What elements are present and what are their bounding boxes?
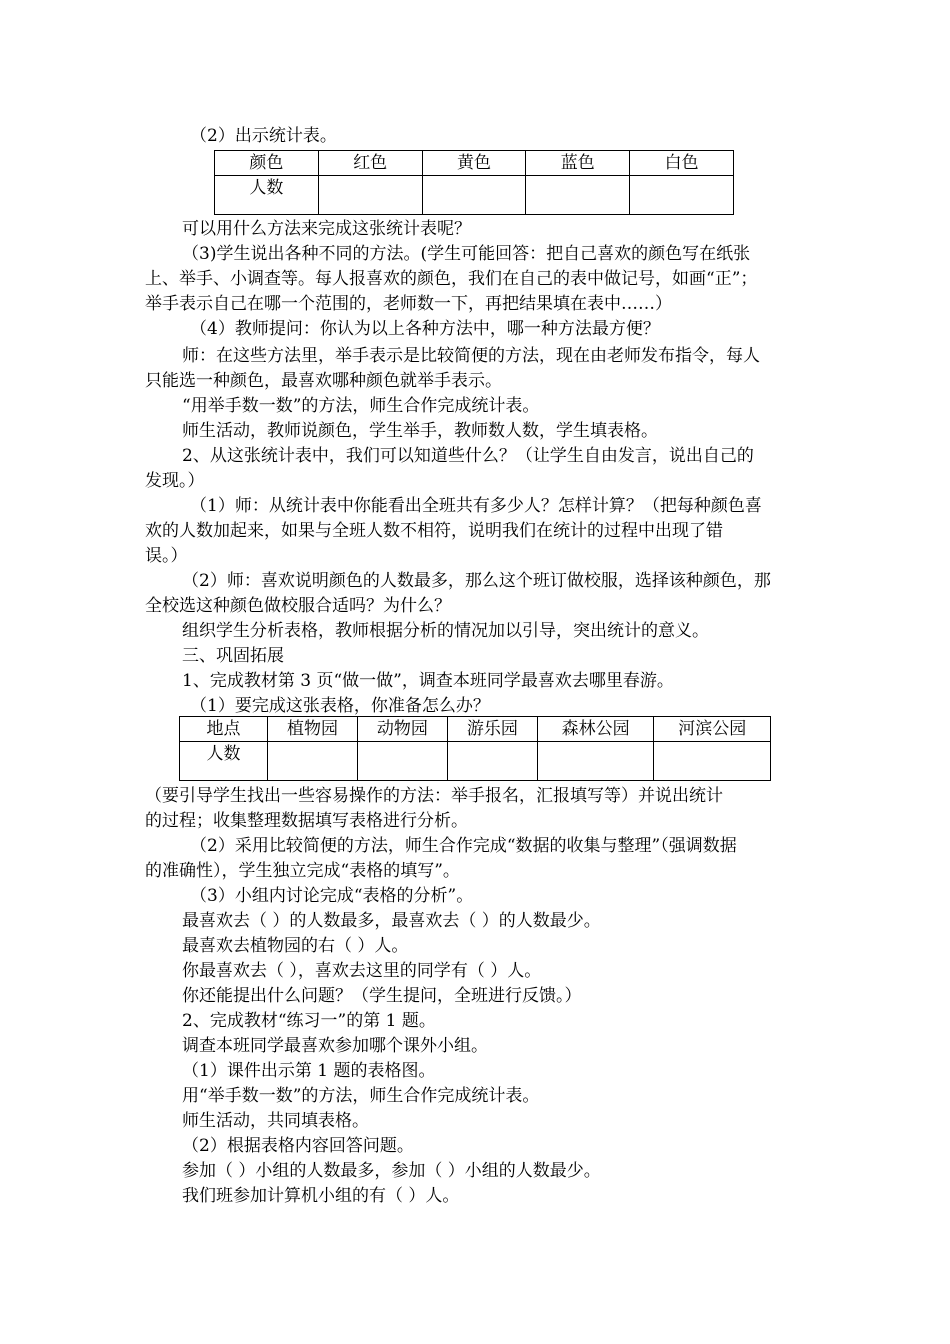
paragraph-line: （3)学生说出各种不同的方法。(学生可能回答：把自己喜欢的颜色写在纸张 [182,244,751,264]
table-header-cell: 森林公园 [537,717,654,742]
table-row-label: 人数 [215,176,319,215]
table-header-cell: 河滨公园 [654,717,771,742]
paragraph-line: （1）师：从统计表中你能看出全班共有多少人？怎样计算？（把每种颜色喜 [190,496,762,516]
paragraph-line: 举手表示自己在哪一个范围的，老师数一下，再把结果填在表中……） [145,294,672,314]
paragraph-line: 1、完成教材第 3 页“做一做”，调查本班同学最喜欢去哪里春游。 [182,671,674,691]
table-cell-empty [267,742,357,781]
table-cell-empty [318,176,422,215]
paragraph-line: 欢的人数加起来，如果与全班人数不相符，说明我们在统计的过程中出现了错 [145,521,723,541]
table-header-cell: 颜色 [215,151,319,176]
paragraph-line: 2、从这张统计表中，我们可以知道些什么？（让学生自由发言，说出自己的 [182,446,754,466]
paragraph-line: 可以用什么方法来完成这张统计表呢？ [182,219,471,239]
paragraph-line: （2）出示统计表。 [190,126,337,146]
table-header-row [180,717,771,742]
paragraph-line: 误。） [145,546,188,566]
paragraph-line: 最喜欢去植物园的右（ ）人。 [182,936,409,956]
table-header-cell: 动物园 [357,717,447,742]
paragraph-line: （1）要完成这张表格，你准备怎么办？ [190,696,490,716]
table-cell-empty [654,742,771,781]
paragraph-line: （要引导学生找出一些容易操作的方法：举手报名，汇报填写等）并说出统计 [145,786,723,806]
paragraph-line: 组织学生分析表格，教师根据分析的情况加以引导，突出统计的意义。 [182,621,709,641]
paragraph-line: 用“举手数一数”的方法，师生合作完成统计表。 [182,1086,540,1106]
paragraph-line: （4）教师提问：你认为以上各种方法中，哪一种方法最方便？ [190,319,660,339]
paragraph-line: 师生活动，共同填表格。 [182,1111,369,1131]
paragraph-line: （2）师：喜欢说明颜色的人数最多，那么这个班订做校服，选择该种颜色，那 [182,571,771,591]
paragraph-line: 师生活动，教师说颜色，学生举手，教师数人数，学生填表格。 [182,421,658,441]
table-header-cell: 植物园 [267,717,357,742]
table-cell-empty [422,176,526,215]
table-header-cell: 黄色 [422,151,526,176]
table-row [215,176,734,215]
paragraph-line: （1）课件出示第 1 题的表格图。 [182,1061,436,1081]
table-header-cell: 红色 [318,151,422,176]
paragraph-line: 最喜欢去（ ）的人数最多，最喜欢去（ ）的人数最少。 [182,911,601,931]
paragraph-line: 上、举手、小调查等。每人报喜欢的颜色，我们在自己的表中做记号，如画“正”； [145,269,758,289]
paragraph-line: 你最喜欢去（ ），喜欢去这里的同学有（ ）人。 [182,961,542,981]
table-header-cell: 蓝色 [526,151,630,176]
paragraph-line: 调查本班同学最喜欢参加哪个课外小组。 [182,1036,488,1056]
paragraph-line: 发现。） [145,471,205,491]
table-header-cell: 白色 [630,151,734,176]
color-statistics-table [214,150,734,215]
paragraph-line: 的准确性），学生独立完成“表格的填写”。 [145,861,460,881]
table-row-label: 人数 [180,742,268,781]
paragraph-line: 我们班参加计算机小组的有（ ）人。 [182,1186,460,1206]
table-header-cell: 游乐园 [447,717,537,742]
paragraph-line: （2）根据表格内容回答问题。 [182,1136,414,1156]
table-cell-empty [357,742,447,781]
paragraph-line: （2）采用比较简便的方法，师生合作完成“数据的收集与整理”（强调数据 [190,836,737,856]
paragraph-line: 只能选一种颜色，最喜欢哪种颜色就举手表示。 [145,371,502,391]
table-cell-empty [630,176,734,215]
table-cell-empty [526,176,630,215]
table-row [180,742,771,781]
paragraph-line: “用举手数一数”的方法，师生合作完成统计表。 [182,396,540,416]
paragraph-line: 你还能提出什么问题？（学生提问，全班进行反馈。） [182,986,582,1006]
paragraph-line: 参加（ ）小组的人数最多，参加（ ）小组的人数最少。 [182,1161,601,1181]
table-cell-empty [447,742,537,781]
paragraph-line: 全校选这种颜色做校服合适吗？为什么？ [145,596,451,616]
table-header-cell: 地点 [180,717,268,742]
table-cell-empty [537,742,654,781]
paragraph-line: （3）小组内讨论完成“表格的分析”。 [190,886,474,906]
table-header-row [215,151,734,176]
spring-outing-table [179,716,771,781]
paragraph-line: 2、完成教材“练习一”的第 1 题。 [182,1011,436,1031]
paragraph-line: 师：在这些方法里，举手表示是比较简便的方法，现在由老师发布指令，每人 [182,346,760,366]
paragraph-line: 的过程；收集整理数据填写表格进行分析。 [145,811,468,831]
section-heading: 三、巩固拓展 [182,646,284,666]
